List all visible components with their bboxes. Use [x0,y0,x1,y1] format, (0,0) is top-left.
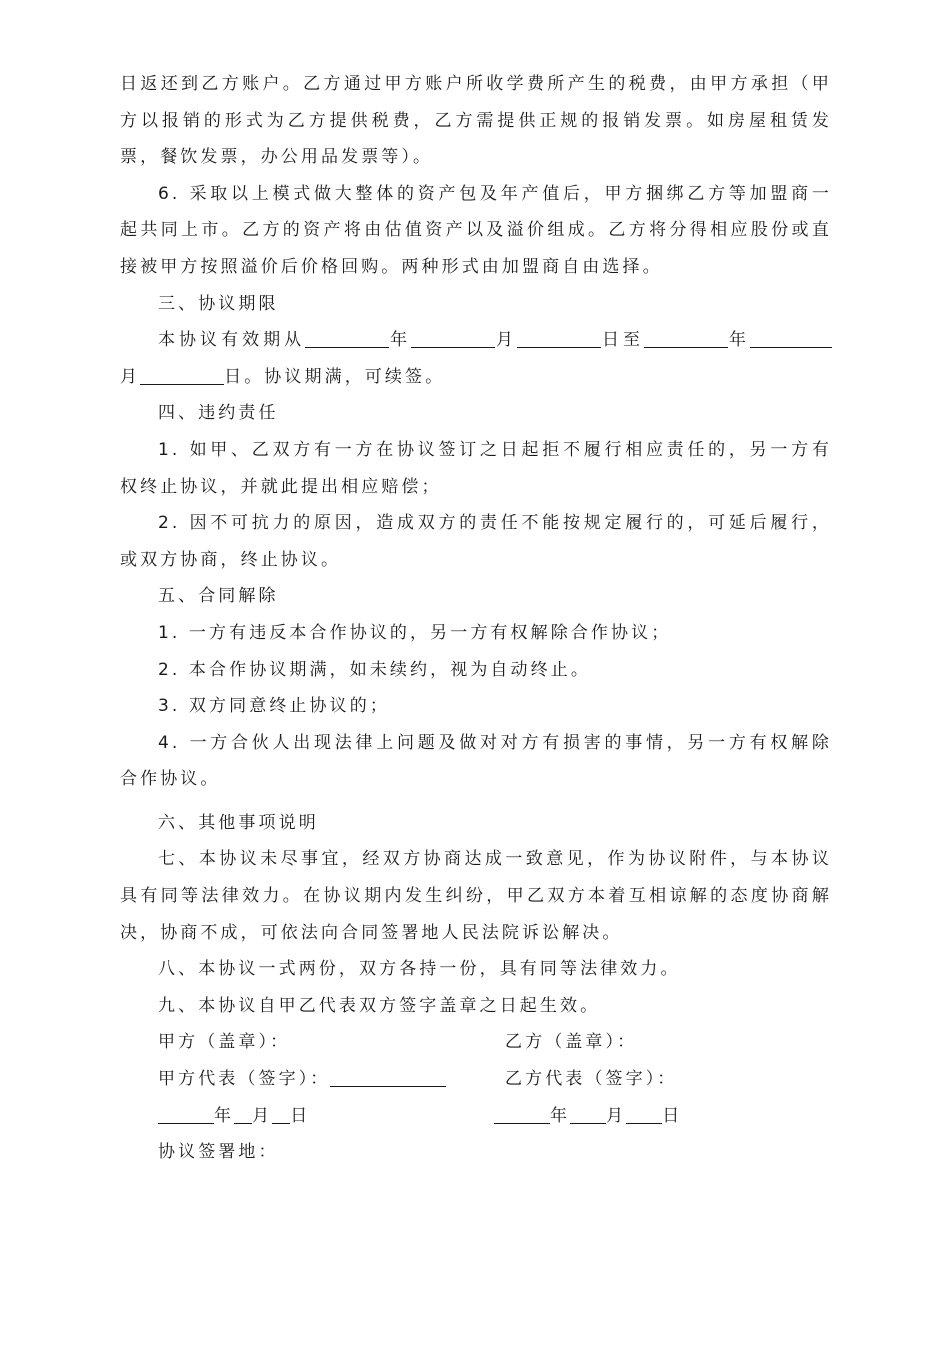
start-month-blank [411,328,495,348]
a-day-label: 日 [290,1105,311,1126]
item-6: 6. 采取以上模式做大整体的资产包及年产值后，甲方捆绑乙方等加盟商一起共同上市。乙方的资产将由估值资产以及溢价组成。乙方将分得相应股份或直接被甲方按照溢价后价格回购。两种形式由加盟商自由选择。 [120,183,832,277]
a-day-blank [272,1104,290,1124]
date-row [120,1098,832,1135]
section-3-title: 三、协议期限 [158,293,279,314]
term-clause [120,322,832,395]
s5-item-2: 2. 本合作协议期满，如未续约，视为自动终止。 [158,659,591,680]
party-a-rep-label: 甲方代表（签字）： [158,1069,331,1090]
section-9: 九、本协议自甲乙代表双方签字盖章之日起生效。 [158,995,601,1016]
party-a-seal: 甲方（盖章）： [158,1032,291,1053]
day-to-label: 日至 [601,330,645,351]
s5-item-1: 1. 一方有违反本合作协议的，另一方有权解除合作协议； [158,622,672,643]
start-year-blank [305,328,389,348]
year-label-2: 年 [728,330,750,351]
a-month-blank [234,1104,252,1124]
party-a-rep [158,1061,446,1098]
party-b-rep: 乙方代表（签字）： [505,1069,678,1090]
document-body [120,66,832,1171]
b-year-blank [494,1104,550,1124]
s4-item-1: 1. 如甲、乙双方有一方在协议签订之日起拒不履行相应责任的，另一方有权终止协议，并就此提出相应赔偿； [120,439,832,497]
b-day-blank [626,1104,662,1124]
b-year-label: 年 [550,1105,571,1126]
a-year-blank [158,1104,214,1124]
b-month-blank [570,1104,606,1124]
signing-place: 协议签署地： [158,1142,279,1163]
section-4-title: 四、违约责任 [158,403,279,424]
party-b-seal: 乙方（盖章）： [505,1032,638,1053]
b-month-label: 月 [606,1105,627,1126]
section-8: 八、本协议一式两份，双方各持一份，具有同等法律效力。 [158,959,681,980]
term-suffix: 日。协议期满，可续签。 [224,366,446,387]
representative-row [120,1061,832,1098]
term-prefix: 本协议有效期从 [158,330,306,351]
month-label: 月 [495,330,518,351]
section-7: 七、本协议未尽事宜，经双方协商达成一致意见，作为协议附件，与本协议具有同等法律效力。在协议期内发生纠纷，甲乙双方本着互相谅解的态度协商解决，协商不成，可依法向合同签署地人民法院诉讼解决。 [120,849,832,943]
end-month-blank [750,328,832,348]
a-year-label: 年 [214,1105,235,1126]
section-6-title: 六、其他事项说明 [158,812,319,833]
s4-item-2: 2. 因不可抗力的原因，造成双方的责任不能按规定履行的，可延后履行，或双方协商，终止协议。 [120,513,832,570]
start-day-blank [517,328,601,348]
s5-item-3: 3. 双方同意终止协议的； [158,696,390,717]
year-label: 年 [389,330,412,351]
seal-row [120,1024,832,1061]
a-month-label: 月 [252,1105,273,1126]
party-a-date [158,1098,310,1135]
end-day-blank [140,365,224,385]
place-row [120,1134,832,1171]
party-a-signature-blank [330,1067,446,1087]
paragraph-continuation: 日返还到乙方账户。乙方通过甲方账户所收学费所产生的税费，由甲方承担（甲方以报销的形式为乙方提供税费，乙方需提供正规的报销发票。如房屋租赁发票，餐饮发票，办公用品发票等）。 [120,74,832,168]
b-day-label: 日 [662,1105,683,1126]
section-5-title: 五、合同解除 [158,586,279,607]
party-b-date [494,1098,682,1135]
end-year-blank [644,328,728,348]
s5-item-4: 4. 一方合伙人出现法律上问题及做对对方有损害的事情，另一方有权解除合作协议。 [120,732,832,790]
month-label-2: 月 [120,366,141,387]
